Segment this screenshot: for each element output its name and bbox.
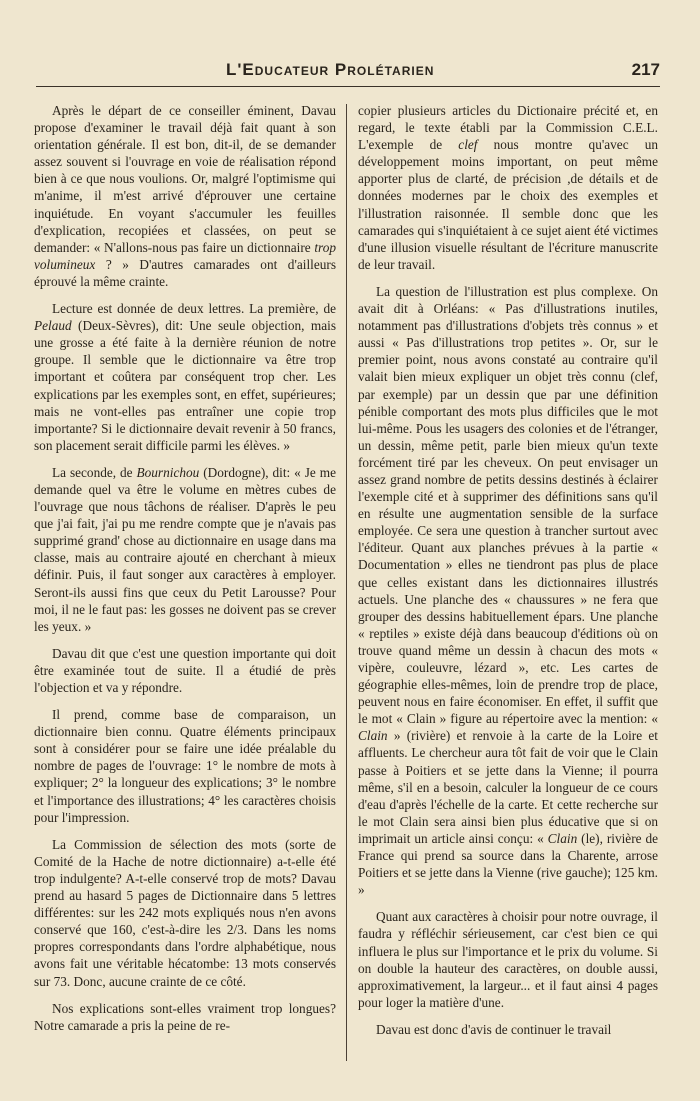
paragraph: La question de l'illustration est plus complexe. On avait dit à Orléans: « Pas d'illustrations inutiles, notamment pas d'illustrations d'objets très connus » et aussi « Pas d'illustrations trop petites ». Or, sur le premier point, nous avons constaté au contraire qu'il valait bien mieux expliquer un objet très connu (clef, par exemple) par un dessin que par une définition pénible comportant des mots plus difficiles que le mot lui-même. Pous les usagers des colonies et de l'étranger, un dessin, même petit, parle bien mieux qu'un texte forcément tiré par les cheveux. On peut envisager un assez grand nombre de petits dessins destinés à éclairer l'exemple cité et à supprimer des définitions sans qu'il en résulte une augmentation sensible de la surface employée. Ce sera une question à trancher surtout avec l'éditeur. Quant aux planches prévues à la partie « Documentation » elles ne tiendront pas plus de place que celles existant dans les dictionnaires illustrés actuels. Une planche des « chaussures » ne fera que grouper des dessins habituellement épars. Une planche « reptiles » existe déjà dans beaucoup d'éditions où on trouve quand même un dessin à chacun des mots « vipère, couleuvre, lézard », etc. Les cartes de géographie elles-mêmes, loin de prendre trop de place, peuvent nous en faire économiser. En effet, il suffit que le mot « Clain » figure au répertoire avec la mention: « Clain » (rivière) et renvoie à la carte de la Loire et affluents. Le chercheur aura tôt fait de voir que le Clain passe à Poitiers et se jette dans la Vienne; il pourra même, s'il en a besoin, calculer la longueur de ce cours d'eau d'après l'échelle de la carte. Et cette recherche sur le mot Clain sera ainsi bien plus éducative que si on imprimait un article ainsi conçu: « Clain (le), rivière de France qui prend sa source dans la Charente, arrose Poitiers et se jette dans la Vienne (rive gauche); 125 km. »	[358, 283, 658, 898]
page-number: 217	[631, 60, 660, 79]
left-column	[34, 102, 336, 1071]
paragraph: Davau dit que c'est une question importante qui doit être examinée tout de suite. Il a étudié de près l'objection et va y répondre.	[34, 645, 336, 695]
running-title: L'Educateur Prolétarien	[226, 60, 435, 79]
paragraph: La Commission de sélection des mots (sorte de Comité de la Hache de notre dictionnaire) a-t-elle été trop indulgente? A-t-elle conservé trop de mots? Davau prend au hasard 5 pages de Dictionnaire dans 5 lettres différentes: sur les 242 mots expliqués nous n'en avons conservé que 160, c'est-à-dire les 2/3. Dans les noms propres correspondants dans l'ordre alphabétique, nous avons fait une véritable hécatombe: 13 mots conservés sur 73. Donc, aucune crainte de ce côté.	[34, 836, 336, 989]
paragraph: copier plusieurs articles du Dictionaire précité et, en regard, le texte établi par la Commission C.E.L. L'exemple de clef nous montre qu'avec un développement moins important, on peut même apporter plus de clarté, de précision ,de détails et de données modernes par le choix des exemples et l'illustration raisonnée. Il semble donc que les camarades qui s'inquiétaient à ce sujet aient été victimes d'une illusion visuelle résultant de l'écriture manuscrite de leur travail.	[358, 103, 658, 272]
paragraph: Il prend, comme base de comparaison, un dictionnaire bien connu. Quatre éléments principaux sont à considérer pour se faire une idée préalable du nombre de pages de l'ouvrage: 1° le nombre de mots à expliquer; 2° la longueur des explications; 3° le nombre et l'importance des illustrations; 4° les caractères choisis pour l'impression.	[34, 707, 336, 825]
right-column	[358, 102, 658, 1071]
paragraph: La seconde, de Bournichou (Dordogne), dit: « Je me demande quel va être le volume en mètres cubes de l'ouvrage que nous tâchons de réaliser. D'après le peu que j'ai fait, j'ai pu me rendre compte que je n'avais pas supprimé grand' chose au dictionnaire en usage dans ma classe, mais au contraire ajouté en cherchant à mieux définir. Puis, il faut songer aux caractères à employer. Seront-ils aussi fins que ceux du Petit Larousse? Pour moi, il ne le faut pas: les gosses ne doivent pas se crever les yeux. »	[34, 464, 336, 634]
paragraph: Davau est donc d'avis de continuer le travail	[376, 1021, 612, 1037]
paragraph: Nos explications sont-elles vraiment trop longues? Notre camarade a pris la peine de re-	[34, 1000, 336, 1033]
paragraph: Après le départ de ce conseiller éminent, Davau propose d'examiner le travail déjà fait quant à son orientation générale. Il est bon, dit-il, de se demander assez souvent si l'ouvrage en voie de réalisation répond bien à ce que nous voulions. Or, malgré l'optimisme qui m'anime, il m'est arrivé d'éprouver une certaine inquiétude. En voyant s'accumuler les feuilles d'explication, recopiées et classées, on peut se demander: « N'allons-nous pas faire un dictionnaire trop volumineux ? » D'autres camarades ont d'ailleurs éprouvé la même crainte.	[34, 103, 336, 289]
page-header	[36, 58, 660, 87]
paragraph: Quant aux caractères à choisir pour notre ouvrage, il faudra y réfléchir sérieusement, car c'est bien ce qui influera le plus sur l'importance et le prix du volume. Si on double la hauteur des caractères, on double aussi, approximativement, la largeur... et il faut ainsi 4 pages pour loger la matière d'une.	[358, 909, 658, 1010]
column-divider	[346, 104, 347, 1061]
paragraph: Lecture est donnée de deux lettres. La première, de Pelaud (Deux-Sèvres), dit: Une seule objection, mais une grosse a été faite à la dernière réunion de notre groupe. Il semble que le dictionnaire va être trop important et coûtera par conséquent trop cher. Les explications par les exemples sont, en effet, supérieures; mais ne vont-elles pas entraîner une copie trop importante? Si le dictionnaire devait revenir à 50 francs, son placement serait difficile parmi les élèves. »	[34, 301, 336, 453]
